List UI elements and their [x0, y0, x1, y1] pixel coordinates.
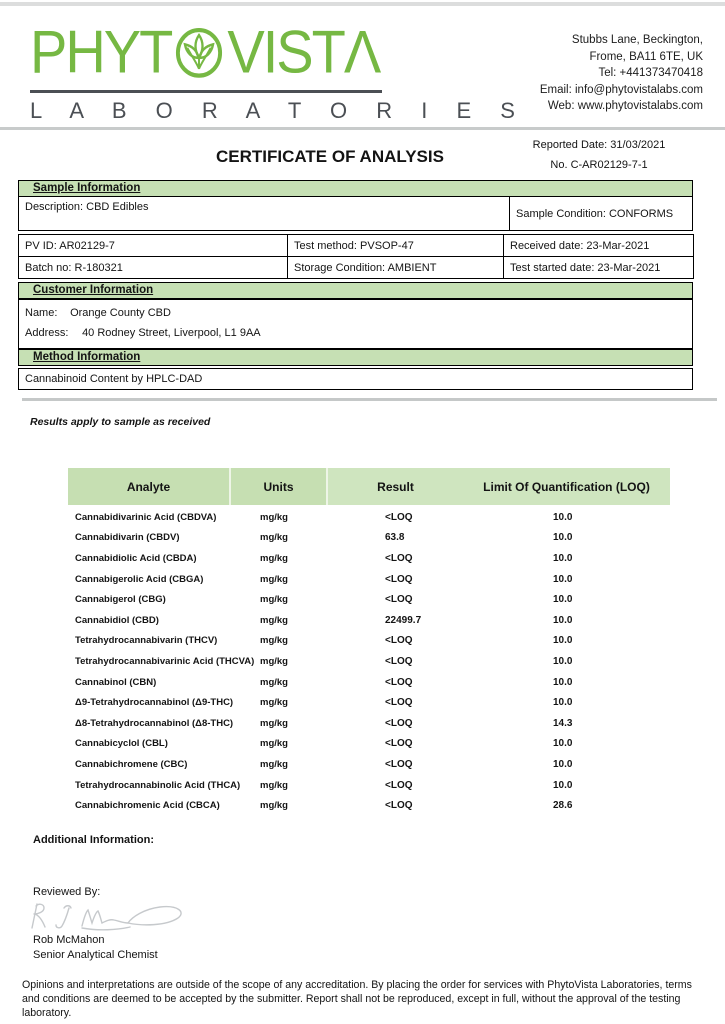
lab-contact-block — [540, 26, 703, 123]
reported-date: Reported Date: 31/03/2021 — [532, 139, 666, 151]
customer-name-line — [25, 303, 686, 323]
customer-address: 40 Rodney Street, Liverpool, L1 9AA — [82, 327, 261, 339]
cell-analyte: Cannabichromenic Acid (CBCA) — [75, 800, 220, 812]
cell-analyte: Cannabidiolic Acid (CBDA) — [75, 552, 197, 564]
table-row — [0, 569, 725, 590]
address-label: Address: — [25, 327, 69, 339]
cell-units: mg/kg — [260, 717, 288, 729]
cell-analyte: Δ8-Tetrahydrocannabinol (Δ8-THC) — [75, 717, 234, 729]
report-meta — [489, 135, 709, 175]
cell-result: <LOQ — [385, 697, 413, 709]
cell-result: 63.8 — [385, 532, 405, 544]
cell-loq: 10.0 — [553, 697, 573, 709]
cell-analyte: Cannabinol (CBN) — [75, 676, 157, 688]
column-header-band — [328, 468, 670, 505]
reviewer-name: Rob McMahon — [33, 933, 105, 946]
cell-loq: 10.0 — [553, 511, 573, 523]
pv-id: PV ID: AR02129-7 — [19, 235, 288, 257]
logo-text-left: PHYT — [30, 17, 172, 86]
table-row — [0, 651, 725, 672]
cell-loq: 14.3 — [553, 717, 573, 729]
customer-name: Orange County CBD — [70, 307, 171, 319]
table-row — [0, 610, 725, 631]
cell-units: mg/kg — [260, 594, 288, 606]
test-started-date: Test started date: 23-Mar-2021 — [504, 257, 694, 279]
table-row — [0, 548, 725, 569]
table-row — [0, 754, 725, 775]
cell-result: <LOQ — [385, 552, 413, 564]
cell-loq: 10.0 — [553, 738, 573, 750]
results-note: Results apply to sample as received — [30, 416, 211, 428]
cell-units: mg/kg — [260, 758, 288, 770]
cell-result: <LOQ — [385, 573, 413, 585]
contact-email: Email: info@phytovistalabs.com — [539, 83, 703, 96]
reviewer-title: Senior Analytical Chemist — [33, 948, 158, 961]
cell-loq: 10.0 — [553, 635, 573, 647]
signature-handwriting-icon — [24, 899, 199, 933]
cell-result: <LOQ — [385, 635, 413, 647]
cell-loq: 10.0 — [553, 758, 573, 770]
table-row — [0, 631, 725, 652]
cell-result: <LOQ — [385, 779, 413, 791]
customer-address-line — [25, 323, 686, 343]
document-title: CERTIFICATE OF ANALYSIS — [216, 147, 444, 166]
cell-result: <LOQ — [385, 758, 413, 770]
cell-units: mg/kg — [260, 573, 288, 585]
leaf-in-circle-icon — [174, 26, 224, 80]
cell-units: mg/kg — [260, 635, 288, 647]
table-row — [0, 795, 725, 816]
name-label: Name: — [25, 307, 58, 319]
column-header-analyte: Analyte — [68, 468, 231, 505]
additional-information-label: Additional Information: — [33, 833, 154, 846]
cell-units: mg/kg — [260, 511, 288, 523]
cell-analyte: Cannabichromene (CBC) — [75, 758, 188, 770]
sample-detail-grid — [18, 234, 694, 279]
table-row — [0, 528, 725, 549]
cell-analyte: Cannabigerol (CBG) — [75, 594, 166, 606]
cell-loq: 10.0 — [553, 594, 573, 606]
disclaimer-text: Opinions and interpretations are outside of the scope of any accreditation. By placing the order for services with PhytoVista Laboratories, terms and conditions are deemed to be accepted by the submitter. Report shall not be reproduced, except in full, without the approval of the testing laboratory. — [22, 978, 692, 1019]
table-row — [0, 589, 725, 610]
phytovista-logo — [30, 17, 527, 123]
column-header-units: Units — [231, 468, 328, 505]
reviewed-by-label: Reviewed By: — [33, 885, 101, 898]
cell-analyte: Δ9-Tetrahydrocannabinol (Δ9-THC) — [75, 697, 234, 709]
column-header-loq: Limit Of Quantification (LOQ) — [483, 479, 650, 494]
cell-result: <LOQ — [385, 738, 413, 750]
table-row — [0, 734, 725, 755]
customer-box — [18, 299, 693, 349]
cell-result: <LOQ — [385, 800, 413, 812]
cell-units: mg/kg — [260, 552, 288, 564]
title-row — [0, 130, 725, 180]
info-tables — [18, 180, 693, 390]
logo-text-right: VISTΛ — [227, 17, 380, 86]
table-row — [0, 775, 725, 796]
cell-analyte: Tetrahydrocannabinolic Acid (THCA) — [75, 779, 241, 791]
cell-analyte: Cannabidiol (CBD) — [75, 614, 159, 626]
cell-loq: 10.0 — [553, 532, 573, 544]
logo-subtitle: L A B O R A T O R I E S — [30, 98, 527, 123]
table-row — [0, 672, 725, 693]
results-table-body — [0, 507, 725, 816]
header — [0, 6, 725, 123]
sample-description: Description: CBD Edibles — [25, 201, 149, 213]
cell-loq: 10.0 — [553, 573, 573, 585]
sample-description-row — [18, 197, 693, 231]
cell-analyte: Cannabicyclol (CBL) — [75, 738, 168, 750]
table-row — [0, 692, 725, 713]
cell-analyte: Tetrahydrocannabivarinic Acid (THCVA) — [75, 655, 255, 667]
cell-result: 22499.7 — [385, 614, 422, 626]
cell-result: <LOQ — [385, 655, 413, 667]
cell-loq: 10.0 — [553, 552, 573, 564]
cell-analyte: Tetrahydrocannabivarin (THCV) — [75, 635, 218, 647]
method-name: Cannabinoid Content by HPLC-DAD — [18, 368, 693, 390]
test-method: Test method: PVSOP-47 — [288, 235, 504, 257]
received-date: Received date: 23-Mar-2021 — [504, 235, 694, 257]
cell-units: mg/kg — [260, 779, 288, 791]
cell-result: <LOQ — [385, 511, 413, 523]
results-divider — [22, 398, 717, 401]
cell-loq: 10.0 — [553, 676, 573, 688]
sample-condition: Sample Condition: CONFORMS — [509, 197, 692, 230]
cell-loq: 28.6 — [553, 800, 573, 812]
cell-loq: 10.0 — [553, 614, 573, 626]
cell-units: mg/kg — [260, 532, 288, 544]
contact-web: Web: www.phytovistalabs.com — [547, 100, 703, 112]
cell-result: <LOQ — [385, 717, 413, 729]
cell-analyte: Cannabigerolic Acid (CBGA) — [75, 573, 204, 585]
cell-units: mg/kg — [260, 676, 288, 688]
contact-address-line2: Frome, BA11 6TE, UK — [589, 50, 703, 63]
cell-units: mg/kg — [260, 614, 288, 626]
logo-divider — [30, 90, 382, 93]
cell-result: <LOQ — [385, 594, 413, 606]
report-number: No. C-AR02129-7-1 — [550, 159, 648, 171]
cell-analyte: Cannabidivarinic Acid (CBDVA) — [75, 511, 217, 523]
contact-address-line1: Stubbs Lane, Beckington, — [571, 34, 703, 46]
storage-condition: Storage Condition: AMBIENT — [288, 257, 504, 279]
cell-units: mg/kg — [260, 800, 288, 812]
batch-no: Batch no: R-180321 — [19, 257, 288, 279]
table-row — [19, 257, 694, 279]
table-row — [19, 235, 694, 257]
cell-units: mg/kg — [260, 697, 288, 709]
cell-analyte: Cannabidivarin (CBDV) — [75, 532, 180, 544]
cell-loq: 10.0 — [553, 655, 573, 667]
contact-phone: Tel: +441373470418 — [598, 67, 703, 79]
table-row — [0, 713, 725, 734]
cell-loq: 10.0 — [553, 779, 573, 791]
sample-information-header: Sample Information — [18, 180, 693, 197]
cell-units: mg/kg — [260, 655, 288, 667]
method-information-header: Method Information — [18, 349, 693, 366]
cell-units: mg/kg — [260, 738, 288, 750]
logo-wordmark — [30, 17, 526, 86]
customer-information-header: Customer Information — [18, 282, 693, 299]
table-row — [0, 507, 725, 528]
column-header-result: Result — [377, 479, 414, 494]
results-table-header — [68, 468, 670, 505]
cell-result: <LOQ — [385, 676, 413, 688]
